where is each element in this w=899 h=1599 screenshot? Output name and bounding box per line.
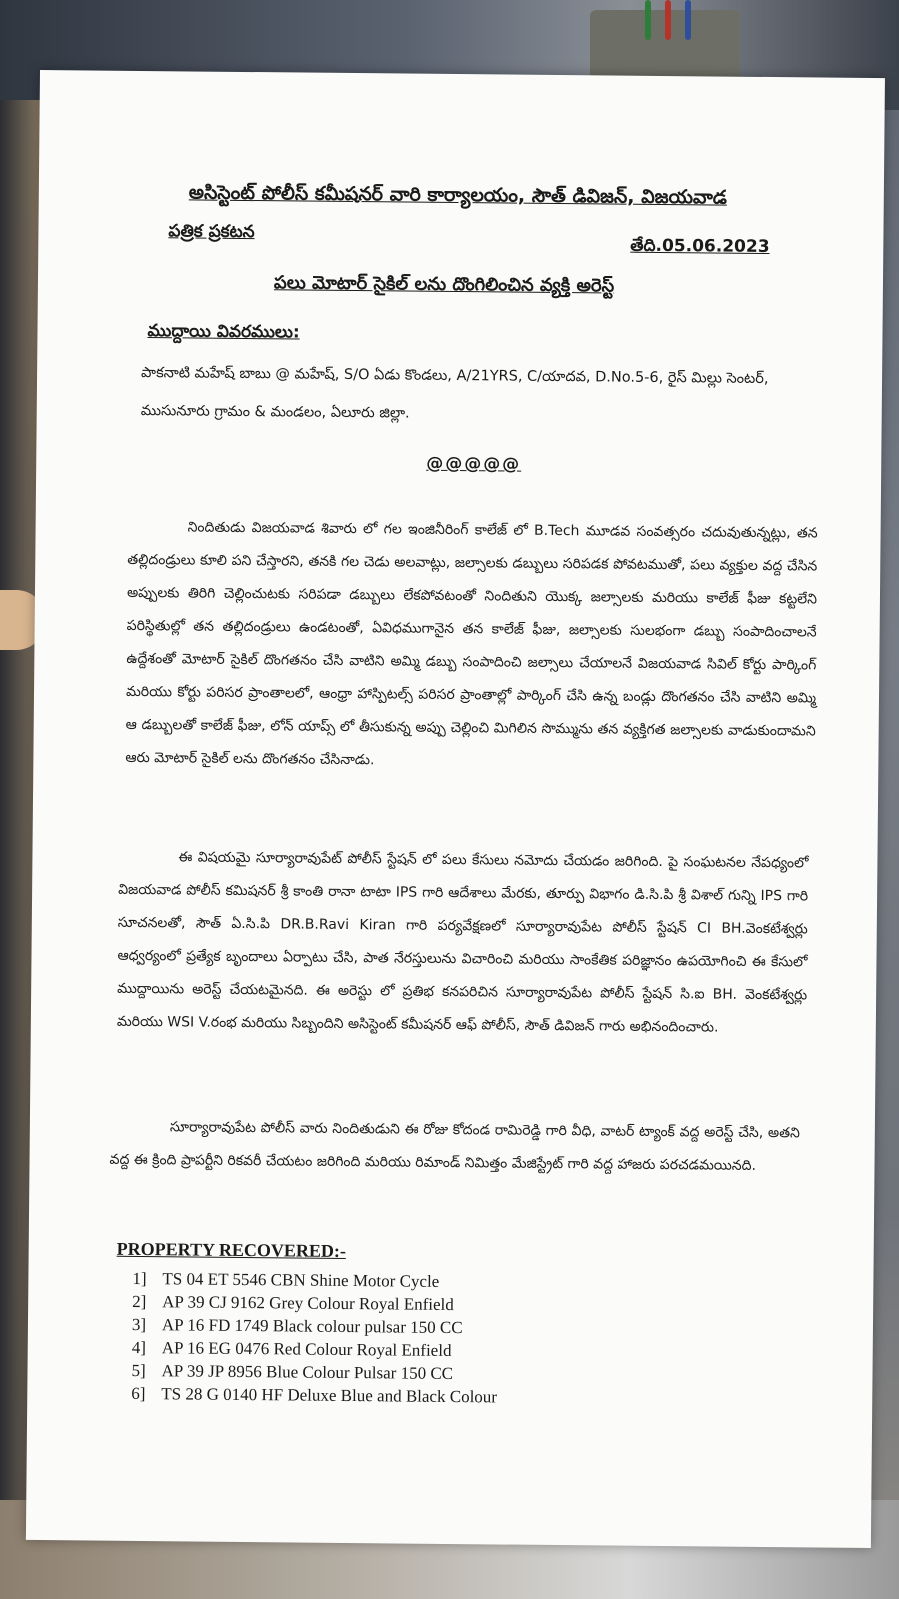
item-text: TS 28 G 0140 HF Deluxe Blue and Black Colour	[161, 1384, 498, 1407]
red-cable	[665, 0, 671, 40]
list-item	[132, 1267, 498, 1294]
property-heading: PROPERTY RECOVERED:-	[116, 1238, 346, 1261]
press-release-label: పత్రిక ప్రకటన	[168, 221, 255, 243]
paragraph-arrest: సూర్యారావుపేట పోలీస్ వారు నిందితుడుని ఈ రోజు కోదండ రామిరెడ్డి గారి వీధి, వాటర్ ట్యాంక్ వద్ద అరెస్ట్ చేసి, అతని వద్ద ఈ క్రింది ప్రాపర్టీని రికవరీ చేయటం జరిగింది మరియు రిమాండ్ నిమిత్తం మేజిస్ట్రేట్ గారి వద్ద హాజరు పరచడమయినది.	[109, 1119, 800, 1174]
item-text: TS 04 ET 5546 CBN Shine Motor Cycle	[162, 1269, 440, 1291]
accused-heading: ముద్దాయి వివరములు:	[147, 321, 300, 343]
paragraph-background: నిందితుడు విజయవాడ శివారు లో గల ఇంజినీరింగ్ కాలేజ్ లో B.Tech మూడవ సంవత్సరం చదువుతున్నట్లు, తన తల్లిదండ్రులు కూలి పని చేస్తారని, తనకి గల చెడు అలవాట్లు, జల్సాలకు డబ్బులు సరిపడక పోవటముతో, పలు వ్యక్తుల వద్ద చేసిన అప్పులకు తిరిగి చెల్లించుటకు సరిపడా డబ్బులు లేకపోవటంతో నిందితుని యొక్క జల్సాలకు మరియు కాలేజ్ ఫీజు కట్టలేని పరిస్థితుల్లో తన తల్లిదండ్రులు ఉండటంతో, ఏవిధముగానైన తన కాలేజ్ ఫీజు, జల్సాలకు సులభంగా డబ్బు సంపాదించాలనే ఉద్దేశంతో మోటార్ సైకిల్ దొంగతనం చేసి వాటిని అమ్మి డబ్బు సంపాదించి జల్సాలు చేయాలనే విజయవాడ సివిల్ కోర్టు పార్కింగ్ మరియు కోర్టు పరిసర ప్రాంతాలలో, ఆంధ్రా హాస్పిటల్స్ పరిసర ప్రాంతాల్లో పార్కింగ్ చేసి ఉన్న బండ్లు దొంగతనం చేసి వాటిని అమ్మి ఆ డబ్బులతో కాలేజ్ ఫీజు, లోన్ యాప్స్ లో తీసుకున్న అప్పు చెల్లించి మిగిలిన సొమ్మును తన వ్యక్తిగత జల్సాలకు వాడుకుందామని ఆరు మోటార్ సైకిల్ లను దొంగతనం చేసినాడు.	[125, 519, 818, 769]
separator: @@@@@	[426, 453, 522, 475]
office-title: అసిస్టెంట్ పోలీస్ కమీషనర్ వారి కార్యాలయం, సౌత్ డివిజన్, విజయవాడ	[188, 181, 728, 209]
item-text: AP 39 JP 8956 Blue Colour Pulsar 150 CC	[161, 1361, 454, 1384]
item-text: AP 39 CJ 9162 Grey Colour Royal Enfield	[162, 1292, 454, 1315]
press-release-sheet	[26, 70, 885, 1548]
item-text: AP 16 EG 0476 Red Colour Royal Enfield	[161, 1338, 452, 1361]
property-list	[131, 1267, 498, 1409]
item-number: 5]	[131, 1360, 146, 1381]
green-cable	[645, 0, 651, 40]
item-number: 3]	[131, 1314, 147, 1335]
item-number: 4]	[131, 1337, 147, 1358]
accused-details: పాకనాటి మహేష్ బాబు @ మహేష్, S/O ఏడు కొండలు, A/21YRS, C/యాదవ, D.No.5-6, రైస్ మిల్లు సెంటర్, ముసునూరు గ్రామం & మండలం, ఏలూరు జిల్లా.	[140, 364, 769, 422]
item-text: AP 16 FD 1749 Black colour pulsar 150 CC	[161, 1315, 463, 1338]
press-release-content	[26, 70, 885, 1548]
item-number: 1]	[132, 1268, 147, 1289]
list-item	[131, 1382, 497, 1409]
headline: పలు మోటార్ సైకిల్ లను దొంగిలించిన వ్యక్తి అరెస్ట్	[273, 272, 615, 297]
blue-cable	[685, 0, 691, 40]
item-number: 2]	[132, 1291, 147, 1312]
release-date: తేది.05.06.2023	[630, 235, 770, 258]
item-number: 6]	[131, 1383, 146, 1404]
paragraph-investigation: ఈ విషయమై సూర్యారావుపేట్ పోలీస్ స్టేషన్ లో పలు కేసులు నమోదు చేయడం జరిగింది. పై సంఘటనల నేపధ్యంలో విజయవాడ పోలీస్ కమిషనర్ శ్రీ కాంతి రానా టాటా IPS గారి ఆదేశాలు మేరకు, తూర్పు విభాగం డి.సి.పి శ్రీ విశాల్ గున్ని IPS గారి సూచనలతో, సౌత్ ఏ.సి.పి DR.B.Ravi Kiran గారి పర్యవేక్షణలో సూర్యారావుపేట పోలీస్ స్టేషన్ CI BH.వెంకటేశ్వర్లు ఆధ్వర్యంలో ప్రత్యేక బృందాలు ఏర్పాటు చేసి, పాత నేరస్తులును విచారించి మరియు సాంకేతిక పరిజ్ఞానం ఉపయోగించి ఈ కేసులో ముద్దాయిను అరెస్ట్ చేయటమైనది. ఈ అరెస్టు లో ప్రతిభ కనపరిచిన సూర్యారావుపేట పోలీస్ స్టేషన్ సి.ఐ BH. వెంకటేశ్వర్లు మరియు WSI V.రంభ మరియు సిబ్బందిని అసిస్టెంట్ కమీషనర్ ఆఫ్ పోలీస్, సౌత్ డివిజన్ గారు అభినందించారు.	[116, 849, 809, 1036]
